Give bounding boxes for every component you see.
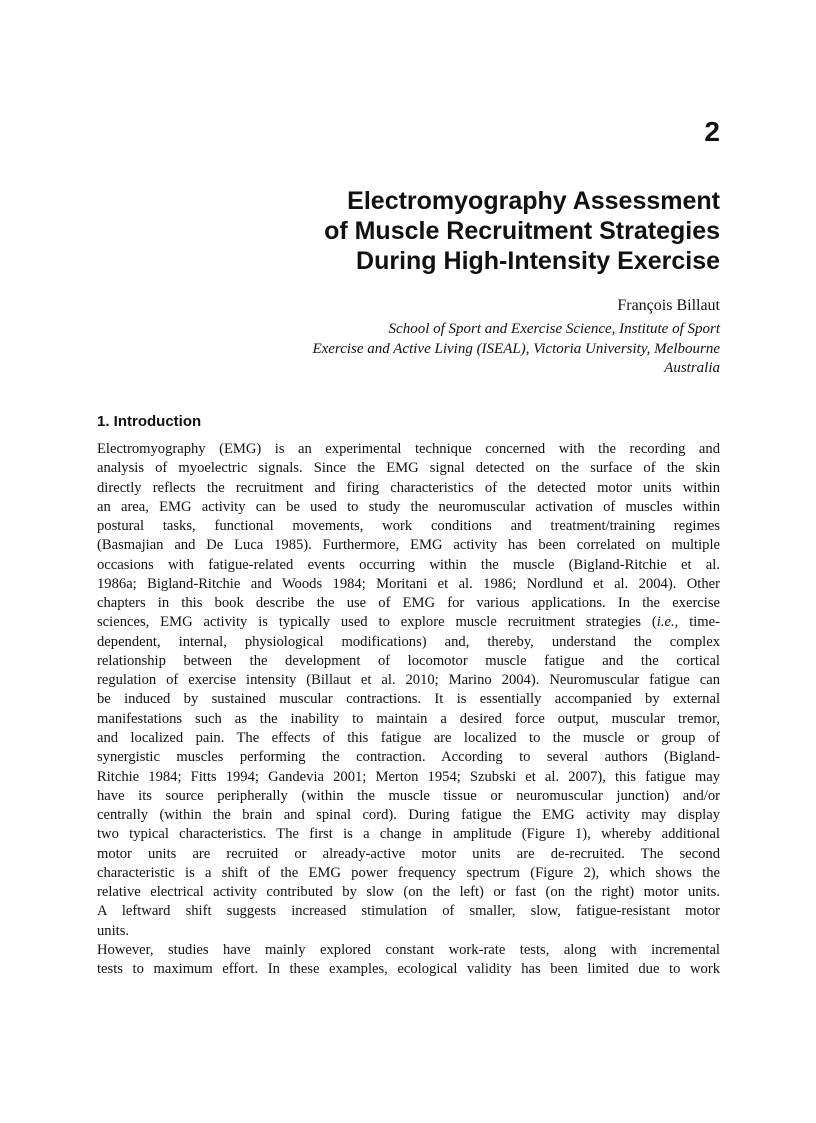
paragraph-1-cont <box>97 633 720 941</box>
author-name: François Billaut <box>617 297 720 314</box>
text-line: tests to maximum effort. In these examples, ecological validity has been limited due to work <box>97 961 720 978</box>
chapter-number: 2 <box>704 116 720 147</box>
text-line: A leftward shift suggests increased stimulation of smaller, slow, fatigue-resistant motor <box>97 903 720 920</box>
text-line: relative electrical activity contributed by slow (on the left) or fast (on the right) motor units. <box>97 884 720 901</box>
paragraph-1 <box>97 440 720 613</box>
text-line: relationship between the development of locomotor muscle fatigue and the cortical <box>97 652 720 669</box>
text-line: directly reflects the recruitment and firing characteristics of the detected motor units within <box>97 479 720 496</box>
text-line: However, studies have mainly explored constant work-rate tests, along with incremental <box>97 941 720 958</box>
text-line: have its source peripherally (within the muscle tissue or neuromuscular junction) and/or <box>97 787 720 804</box>
author-affiliation <box>312 320 720 379</box>
title-line: During High-Intensity Exercise <box>356 247 720 275</box>
section-heading: 1. Introduction <box>97 413 202 430</box>
text-line: postural tasks, functional movements, work conditions and treatment/training regimes <box>97 518 720 535</box>
text-line: characteristic is a shift of the EMG power frequency spectrum (Figure 2), which shows the <box>97 864 720 881</box>
text-line: analysis of myoelectric signals. Since the EMG signal detected on the surface of the skin <box>97 460 720 477</box>
text-line: (Basmajian and De Luca 1985). Furthermore, EMG activity has been correlated on multiple <box>97 537 720 554</box>
text-line: chapters in this book describe the use of EMG for various applications. In the exercise <box>97 595 720 612</box>
body-text <box>97 440 720 979</box>
text-line: units. <box>97 922 130 939</box>
italic-abbreviation: i.e., <box>656 614 679 631</box>
affiliation-line: School of Sport and Exercise Science, Institute of Sport <box>388 321 720 337</box>
text-line: regulation of exercise intensity (Billaut et al. 2010; Marino 2004). Neuromuscular fatigue can <box>97 672 720 689</box>
text-line: and localized pain. The effects of this fatigue are localized to the muscle or group of <box>97 729 720 746</box>
text-line: motor units are recruited or already-active motor units are de-recruited. The second <box>97 845 720 862</box>
text-segment: sciences, EMG activity is typically used to explore muscle recruitment strategies ( <box>97 614 657 631</box>
text-line: be induced by sustained muscular contractions. It is essentially accompanied by external <box>97 691 720 708</box>
text-line: 1986a; Bigland-Ritchie and Woods 1984; Moritani et al. 1986; Nordlund et al. 2004). Other <box>97 575 720 592</box>
text-line: Electromyography (EMG) is an experimental technique concerned with the recording and <box>97 441 720 457</box>
text-line: synergistic muscles performing the contraction. According to several authors (Bigland- <box>97 749 720 766</box>
affiliation-line: Australia <box>664 360 720 376</box>
title-line: Electromyography Assessment <box>347 187 720 215</box>
title-line: of Muscle Recruitment Strategies <box>324 217 720 245</box>
text-line: manifestations such as the inability to maintain a desired force output, muscular tremor, <box>97 710 720 727</box>
affiliation-line: Exercise and Active Living (ISEAL), Victoria University, Melbourne <box>312 340 720 357</box>
text-line <box>97 613 720 632</box>
text-line: centrally (within the brain and spinal cord). During fatigue the EMG activity may display <box>97 807 720 824</box>
text-line: an area, EMG activity can be used to study the neuromuscular activation of muscles within <box>97 498 720 515</box>
text-line: dependent, internal, physiological modifications) and, thereby, understand the complex <box>97 633 720 650</box>
text-line: two typical characteristics. The first is a change in amplitude (Figure 1), whereby additional <box>97 826 720 843</box>
text-line: occasions with fatigue-related events occurring within the muscle (Bigland-Ritchie et al. <box>97 556 720 573</box>
chapter-title <box>324 186 720 276</box>
paragraph-2 <box>97 941 720 980</box>
text-line: Ritchie 1984; Fitts 1994; Gandevia 2001; Merton 1954; Szubski et al. 2007), this fatigue may <box>97 768 720 785</box>
text-segment: time- <box>678 614 720 631</box>
